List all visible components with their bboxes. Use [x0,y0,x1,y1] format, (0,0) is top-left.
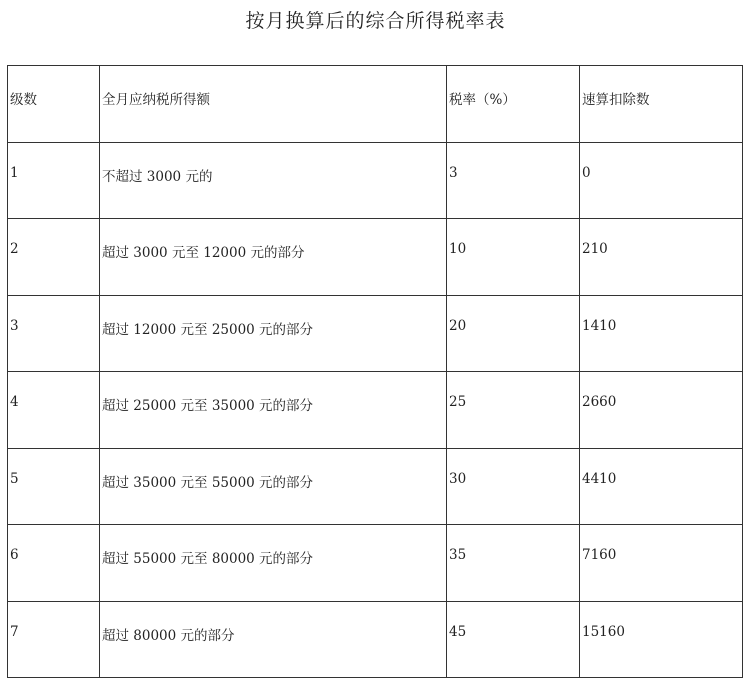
table-row [8,295,743,372]
header-quick-deduction: 速算扣除数 [580,66,743,143]
cell-level: 1 [8,142,100,219]
tax-rate-table [7,65,743,678]
table-row [8,142,743,219]
cell-tax-rate: 35 [447,525,580,602]
cell-taxable-income: 超过 80000 元的部分 [100,601,447,678]
cell-level: 4 [8,372,100,449]
cell-taxable-income: 超过 12000 元至 25000 元的部分 [100,295,447,372]
cell-quick-deduction: 0 [580,142,743,219]
table-row [8,372,743,449]
cell-taxable-income: 超过 35000 元至 55000 元的部分 [100,448,447,525]
cell-quick-deduction: 15160 [580,601,743,678]
table-row [8,601,743,678]
cell-tax-rate: 10 [447,219,580,296]
cell-level: 5 [8,448,100,525]
header-taxable-income: 全月应纳税所得额 [100,66,447,143]
cell-tax-rate: 30 [447,448,580,525]
cell-tax-rate: 25 [447,372,580,449]
cell-quick-deduction: 1410 [580,295,743,372]
cell-taxable-income: 超过 55000 元至 80000 元的部分 [100,525,447,602]
cell-level: 2 [8,219,100,296]
cell-level: 6 [8,525,100,602]
cell-taxable-income: 超过 25000 元至 35000 元的部分 [100,372,447,449]
table-row [8,219,743,296]
cell-tax-rate: 3 [447,142,580,219]
header-level: 级数 [8,66,100,143]
cell-quick-deduction: 4410 [580,448,743,525]
table-row [8,525,743,602]
cell-quick-deduction: 2660 [580,372,743,449]
cell-level: 3 [8,295,100,372]
table-header-row [8,66,743,143]
cell-taxable-income: 超过 3000 元至 12000 元的部分 [100,219,447,296]
cell-quick-deduction: 7160 [580,525,743,602]
cell-taxable-income: 不超过 3000 元的 [100,142,447,219]
cell-tax-rate: 45 [447,601,580,678]
cell-tax-rate: 20 [447,295,580,372]
cell-level: 7 [8,601,100,678]
cell-quick-deduction: 210 [580,219,743,296]
page-title: 按月换算后的综合所得税率表 [245,10,506,32]
table-row [8,448,743,525]
header-tax-rate: 税率（%） [447,66,580,143]
